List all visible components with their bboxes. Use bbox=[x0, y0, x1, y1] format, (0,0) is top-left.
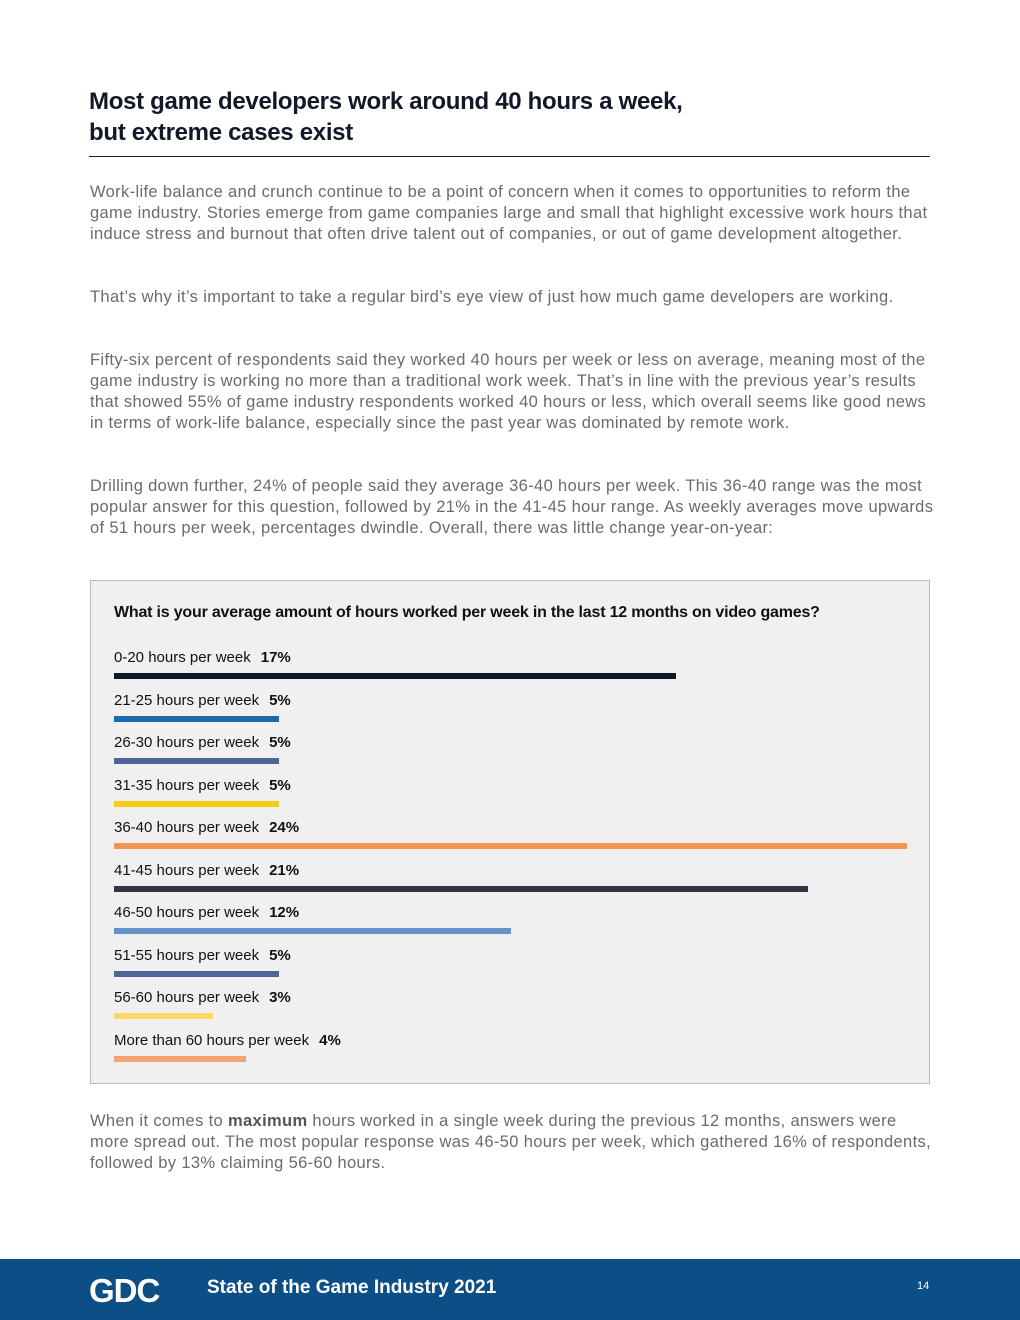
bar-value-label: 5% bbox=[269, 946, 291, 964]
bar-category: 26-30 hours per week bbox=[114, 734, 260, 751]
paragraph-work-life: Work-life balance and crunch continue to be a point of concern when it comes to opportunities to reform the game industry. Stories emerge from game companies large and small that highlight excessive work hours that induce stress and burnout that often drive talent out of companies, or out of game development altogether. bbox=[90, 183, 928, 243]
page-number: 14 bbox=[917, 1280, 930, 1292]
page-title-line-2: but extreme cases exist bbox=[89, 119, 353, 146]
bar-label bbox=[114, 649, 291, 666]
bar bbox=[114, 886, 808, 892]
hours-chart bbox=[90, 580, 930, 1084]
bar-category: 36-40 hours per week bbox=[114, 819, 260, 836]
bar-label bbox=[114, 692, 291, 709]
bar bbox=[114, 971, 279, 977]
bar-label bbox=[114, 819, 299, 836]
bar bbox=[114, 1056, 246, 1062]
bar-category: 0-20 hours per week bbox=[114, 649, 251, 666]
bar-category: 41-45 hours per week bbox=[114, 861, 260, 879]
gdc-logo bbox=[89, 1273, 179, 1305]
bar-label bbox=[114, 904, 299, 921]
paragraph-maximum-end: hours worked in a single week during the previous 12 months, answers were more spread out. The most popular response was 46-50 hours per week, which gathered 16% of respondents, followed by 13% claiming 56-60 hours. bbox=[90, 1112, 932, 1172]
bar-category: 56-60 hours per week bbox=[114, 989, 260, 1006]
page-title bbox=[89, 86, 931, 148]
bar-category: More than 60 hours per week bbox=[114, 1031, 310, 1049]
bar-value-label: 4% bbox=[319, 1031, 341, 1049]
title-divider bbox=[89, 156, 930, 157]
bar-value-label: 5% bbox=[269, 691, 291, 709]
bar-category: 46-50 hours per week bbox=[114, 904, 260, 921]
chart-title: What is your average amount of hours worked per week in the last 12 months on video games? bbox=[114, 604, 820, 621]
bar-value-label: 12% bbox=[269, 904, 300, 921]
bar-label bbox=[114, 862, 299, 879]
bar-value-label: 24% bbox=[269, 819, 300, 836]
bar bbox=[114, 843, 907, 849]
bar-label bbox=[114, 777, 291, 794]
bar bbox=[114, 801, 279, 807]
footer-bar bbox=[0, 1259, 1020, 1320]
bar bbox=[114, 758, 279, 764]
bar bbox=[114, 928, 511, 934]
bar bbox=[114, 1013, 213, 1019]
bar-value-label: 21% bbox=[269, 861, 300, 879]
paragraph-maximum bbox=[90, 1111, 935, 1174]
paragraph-birds-eye: That’s why it’s important to take a regular bird’s eye view of just how much game developers are working. bbox=[90, 288, 894, 306]
gdc-logo-text: GDC bbox=[89, 1273, 160, 1305]
bar bbox=[114, 673, 676, 679]
page-title-line-1: Most game developers work around 40 hours a week, bbox=[89, 88, 683, 115]
footer-title: State of the Game Industry 2021 bbox=[207, 1277, 497, 1298]
paragraph-maximum-start: When it comes to bbox=[90, 1112, 228, 1130]
bar-label bbox=[114, 734, 291, 751]
paragraph-maximum-bold: maximum bbox=[228, 1112, 308, 1130]
paragraph-drilling-down: Drilling down further, 24% of people said they average 36-40 hours per week. This 36-40 range was the most popular answer for this question, followed by 21% in the 41-45 hour range. As weekly averages move upwards of 51 hours per week, percentages dwindle. Overall, there was little change year-on-year: bbox=[90, 477, 934, 537]
bar-category: 21-25 hours per week bbox=[114, 691, 260, 709]
bar-value-label: 5% bbox=[269, 776, 291, 794]
paragraph-fifty-six: Fifty-six percent of respondents said they worked 40 hours per week or less on average, meaning most of the game industry is working no more than a traditional work week. That’s in line with the previous year’s results that showed 55% of game industry respondents worked 40 hours or less, which overall seems like good news in terms of work-life balance, especially since the past year was dominated by remote work. bbox=[90, 351, 927, 432]
bar-label bbox=[114, 947, 291, 964]
bar-value-label: 3% bbox=[269, 989, 291, 1006]
bar-label bbox=[114, 1032, 341, 1049]
bar-value-label: 17% bbox=[260, 649, 291, 666]
bar-category: 31-35 hours per week bbox=[114, 776, 260, 794]
bar bbox=[114, 716, 279, 722]
bar-label bbox=[114, 989, 291, 1006]
bar-category: 51-55 hours per week bbox=[114, 946, 260, 964]
bar-value-label: 5% bbox=[269, 734, 291, 751]
